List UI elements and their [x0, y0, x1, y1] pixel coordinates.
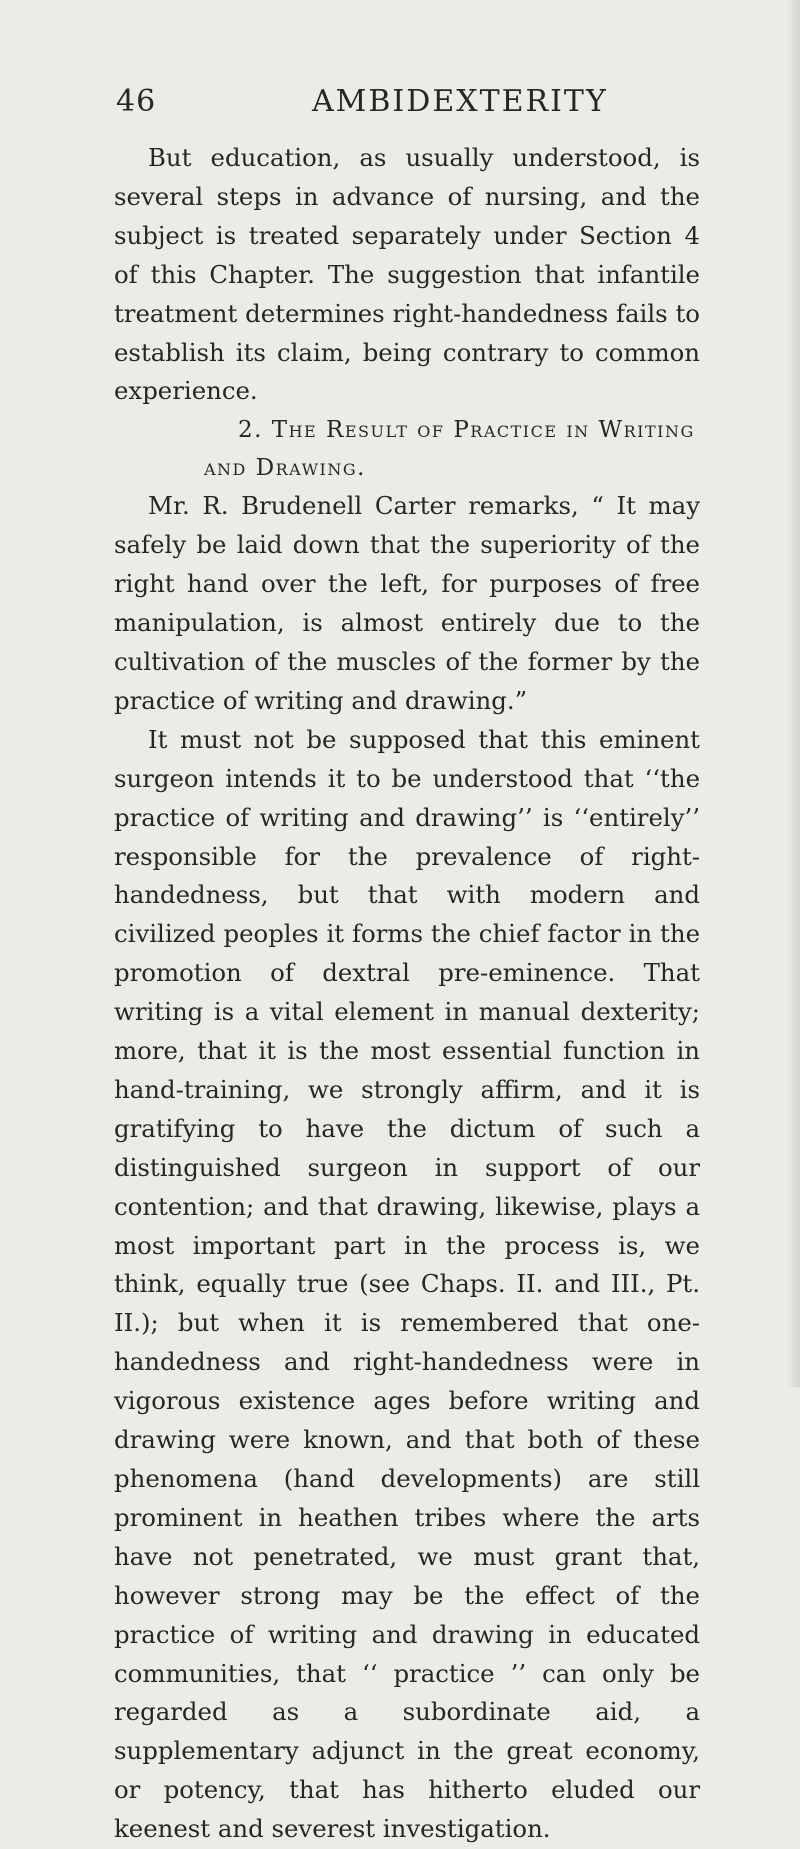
running-head: [116, 80, 696, 124]
page-edge-shadow: [786, 0, 800, 1387]
paragraph-carter-quote: Mr. R. Brudenell Carter remarks, “ It may safely be laid down that the superiority of the right hand over the left, for purposes of free manipulation, is almost entirely due to the cultivation of the muscles of the former by the practice of writing and drawing.”: [114, 491, 700, 715]
body-text: [114, 139, 700, 1849]
running-title: AMBIDEXTERITY: [312, 84, 608, 119]
section-heading: 2. The Result of Practice in Writing and Drawing.: [204, 417, 695, 482]
page-number: 46: [116, 84, 157, 119]
paragraph-argument: It must not be supposed that this eminent surgeon intends it to be understood that ‘‘the practice of writing and drawing’’ is ‘‘entirely’’ responsible for the prevalence of right-handedness, but that with modern and civilized peoples it forms the chief factor in the promotion of dextral pre-eminence. That writing is a vital element in manual dexterity; more, that it is the most essential function in hand-training, we strongly affirm, and it is gratifying to have the dictum of such a distinguished surgeon in support of our contention; and that drawing, likewise, plays a most important part in the process is, we think, equally true (see Chaps. II. and III., Pt. II.); but when it is remembered that one-handedness and right-handedness were in vigorous existence ages before writing and drawing were known, and that both of these phenomena (hand developments) are still prominent in heathen tribes where the arts have not penetrated, we must grant that, however strong may be the effect of the practice of writing and drawing in educated communities, that ‘‘ practice ’’ can only be regarded as a subordinate aid, a supplementary adjunct in the great economy, or potency, that has hitherto eluded our keenest and severest investigation.: [114, 724, 700, 1844]
paragraph-education: But education, as usually understood, is several steps in advance of nursing, and the subject is treated separately under Section 4 of this Chapter. The suggestion that infantile treatment determines right-handedness fails to establish its claim, being contrary to common experience.: [114, 143, 700, 406]
